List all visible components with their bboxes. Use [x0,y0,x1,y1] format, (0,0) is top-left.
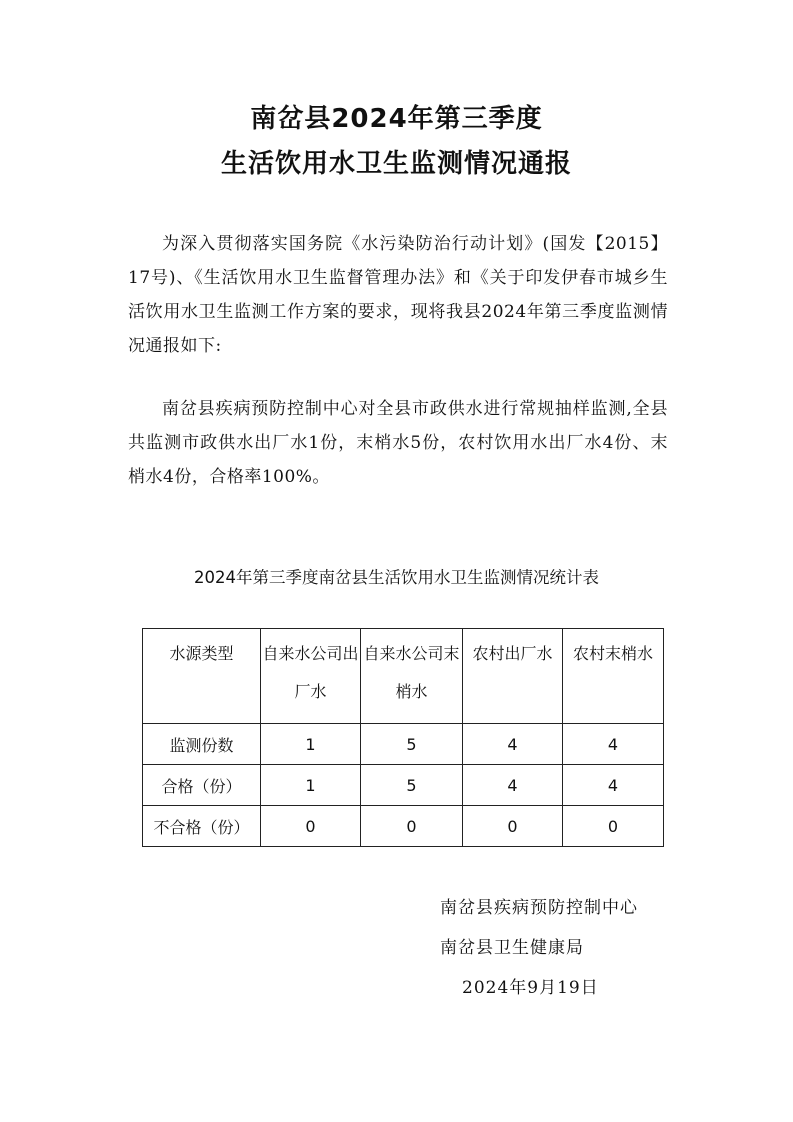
header-cell-company-tap: 自来水公司末梢水 [361,629,463,724]
table-cell: 5 [361,765,463,806]
row-label: 监测份数 [143,724,261,765]
table-caption: 2024年第三季度南岔县生活饮用水卫生监测情况统计表 [194,568,599,587]
row-label: 合格（份） [143,765,261,806]
table-cell: 0 [463,806,563,847]
document-title-line1: 南岔县2024年第三季度 [250,104,543,134]
row-label: 不合格（份） [143,806,261,847]
table-row [143,765,664,806]
table-cell: 1 [261,724,361,765]
table-cell: 4 [463,724,563,765]
paragraph-intro: 为深入贯彻落实国务院《水污染防治行动计划》(国发【2015】17号)、《生活饮用水卫生监督管理办法》和《关于印发伊春市城乡生活饮用水卫生监测工作方案的要求，现将我县2024年第三季度监测情况通报如下: [128,234,668,356]
table-cell: 0 [261,806,361,847]
signature-date: 2024年9月19日 [462,978,599,998]
table-row [143,724,664,765]
table-cell: 0 [563,806,664,847]
table-cell: 0 [361,806,463,847]
table-header-row [143,629,664,724]
table-row [143,806,664,847]
header-cell-rural-outlet: 农村出厂水 [463,629,563,724]
header-cell-company-outlet: 自来水公司出厂水 [261,629,361,724]
header-cell-rural-tap: 农村末梢水 [563,629,664,724]
table-cell: 1 [261,765,361,806]
table-cell: 4 [563,765,664,806]
paragraph-results: 南岔县疾病预防控制中心对全县市政供水进行常规抽样监测,全县共监测市政供水出厂水1份，末梢水5份，农村饮用水出厂水4份、末梢水4份，合格率100%。 [128,399,668,487]
monitoring-stats-table [142,628,664,847]
header-cell-source-type: 水源类型 [143,629,261,724]
document-title-line2: 生活饮用水卫生监测情况通报 [220,149,572,179]
signature-org-cdc: 南岔县疾病预防控制中心 [440,898,638,918]
signature-org-health-bureau: 南岔县卫生健康局 [440,938,584,958]
table-cell: 4 [563,724,664,765]
table-cell: 5 [361,724,463,765]
table-cell: 4 [463,765,563,806]
